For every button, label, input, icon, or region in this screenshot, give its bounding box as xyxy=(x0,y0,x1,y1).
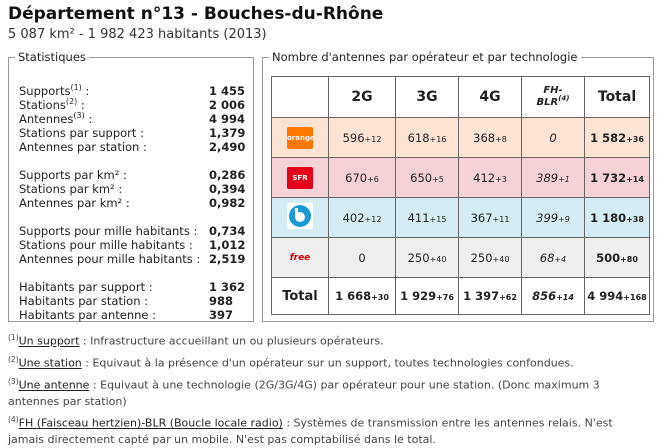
stat-value: 397 xyxy=(209,308,234,322)
footnote-term: Un support xyxy=(18,334,80,348)
stat-value: 1 362 xyxy=(209,280,246,294)
operator-logo-cell xyxy=(272,198,329,238)
total-total: 4 994+168 xyxy=(585,278,650,315)
cell-fh: 0 xyxy=(522,118,585,158)
antennas-legend: Nombre d'antennes par opérateur et par technologie xyxy=(272,50,578,64)
footnote-term: Une antenne xyxy=(18,378,90,392)
page-title: Département n°13 - Bouches-du-Rhône xyxy=(8,4,384,24)
header-total: Total xyxy=(585,77,650,118)
footnote-text: : Equivaut à une technologie (2G/3G/4G) par opérateur pour une station. (Donc maximum 3 antennes par station) xyxy=(8,378,600,408)
cell-fh: 68+4 xyxy=(522,238,585,278)
stat-label: Supports pour mille habitants : xyxy=(19,224,198,238)
totals-row xyxy=(272,278,650,315)
stat-label-suffix: : xyxy=(77,98,85,112)
operator-row xyxy=(272,158,650,198)
cell-fh: 399+9 xyxy=(522,198,585,238)
stat-label: Habitants par station : xyxy=(19,294,149,308)
footnote-term: FH (Faisceau hertzien)-BLR (Boucle locale radio) xyxy=(18,416,283,430)
stat-label: Antennes pour mille habitants : xyxy=(19,252,201,266)
stats-panel xyxy=(8,50,254,322)
cell-c2g: 0 xyxy=(329,238,396,278)
cell-c4g: 368+8 xyxy=(459,118,522,158)
stat-label: Stations par support : xyxy=(19,126,144,140)
cell-total: 1 180+38 xyxy=(585,198,650,238)
stat-footnote-ref: (3) xyxy=(73,111,85,121)
free-logo-icon: free xyxy=(289,252,311,263)
cell-c3g: 650+5 xyxy=(396,158,459,198)
cell-c3g: 250+40 xyxy=(396,238,459,278)
cell-c4g: 367+11 xyxy=(459,198,522,238)
stat-label: Stations par km² : xyxy=(19,182,123,196)
cell-c3g: 411+15 xyxy=(396,198,459,238)
stat-label: Antennes$^{(3)}$ : xyxy=(19,111,93,126)
footnote-number: (2) xyxy=(8,355,19,364)
stat-value: 4 994 xyxy=(209,112,246,126)
footnote-number: (1) xyxy=(8,333,19,342)
stat-value: 1,012 xyxy=(209,238,246,252)
cell-total: 1 582+36 xyxy=(585,118,650,158)
stat-label: Supports par km² : xyxy=(19,168,127,182)
operator-row xyxy=(272,118,650,158)
stat-value: 2,519 xyxy=(209,252,246,266)
header-fh: FH- BLR$^{(4)}$ xyxy=(522,77,585,118)
footnote xyxy=(8,330,648,350)
cell-c2g: 596+12 xyxy=(329,118,396,158)
stat-label: Habitants par support : xyxy=(19,280,153,294)
footnote-number: (4) xyxy=(8,415,19,424)
antennas-panel xyxy=(262,50,654,322)
stats-legend: Statistiques xyxy=(18,50,86,64)
stat-value: 0,734 xyxy=(209,224,246,238)
footnote-term: Une station xyxy=(18,356,82,370)
stat-label: Stations pour mille habitants : xyxy=(19,238,193,252)
operator-logo-cell xyxy=(272,158,329,198)
sfr-logo-icon: SFR xyxy=(287,167,313,189)
footnote-text: : Equivaut à la présence d'un opérateur sur un support, toutes technologies confondues. xyxy=(81,356,574,370)
stat-value: 2 006 xyxy=(209,98,246,112)
header-3g: 3G xyxy=(396,77,459,118)
operator-logo-cell xyxy=(272,118,329,158)
cell-fh: 389+1 xyxy=(522,158,585,198)
stat-value: 988 xyxy=(209,294,234,308)
cell-c3g: 618+16 xyxy=(396,118,459,158)
stat-footnote-ref: (1) xyxy=(70,83,82,93)
stat-label: Antennes par km² : xyxy=(19,196,130,210)
totals-label: Total xyxy=(272,278,329,315)
footnote-text: : Infrastructure accueillant un ou plusieurs opérateurs. xyxy=(79,334,384,348)
footnote xyxy=(8,352,648,372)
cell-c2g: 670+6 xyxy=(329,158,396,198)
stat-value: 1 455 xyxy=(209,84,246,98)
stat-footnote-ref: (2) xyxy=(65,97,78,107)
footnote-number: (3) xyxy=(8,377,19,386)
cell-c4g: 412+3 xyxy=(459,158,522,198)
cell-c4g: 250+40 xyxy=(459,238,522,278)
header-4g: 4G xyxy=(459,77,522,118)
total-2g: 1 668+30 xyxy=(329,278,396,315)
operator-row xyxy=(272,238,650,278)
footnote xyxy=(8,374,648,410)
stat-label: Habitants par antenne : xyxy=(19,308,157,322)
total-fh: 856+14 xyxy=(522,278,585,315)
cell-total: 1 732+14 xyxy=(585,158,650,198)
header-2g: 2G xyxy=(329,77,396,118)
footnote-text: : Systèmes de transmission entre les antennes relais. N'est jamais directement capté par un mobile. N'est pas comptabilisé dans le total. xyxy=(8,416,613,446)
stat-label-suffix: : xyxy=(84,112,93,126)
stat-label: Supports$^{(1)}$ : xyxy=(19,83,90,98)
bouygues-logo-icon xyxy=(287,203,313,229)
operator-logo-cell xyxy=(272,238,329,278)
stat-value: 0,394 xyxy=(209,182,246,196)
page-subtitle: 5 087 km² - 1 982 423 habitants (2013) xyxy=(8,27,267,42)
total-4g: 1 397+62 xyxy=(459,278,522,315)
stat-value: 0,286 xyxy=(209,168,246,182)
corner-cell xyxy=(272,77,329,118)
stat-label: Stations$^{(2)}$ : xyxy=(19,97,85,112)
orange-logo-icon: orange xyxy=(287,127,313,149)
cell-total: 500+80 xyxy=(585,238,650,278)
stat-value: 2,490 xyxy=(209,140,246,154)
total-3g: 1 929+76 xyxy=(396,278,459,315)
stat-label: Antennes par station : xyxy=(19,140,147,154)
operator-row xyxy=(272,198,650,238)
stat-value: 0,982 xyxy=(209,196,246,210)
stat-label-suffix: : xyxy=(81,84,90,98)
stat-value: 1,379 xyxy=(209,126,246,140)
cell-c2g: 402+12 xyxy=(329,198,396,238)
antennas-table xyxy=(271,76,650,315)
footnote xyxy=(8,412,648,448)
